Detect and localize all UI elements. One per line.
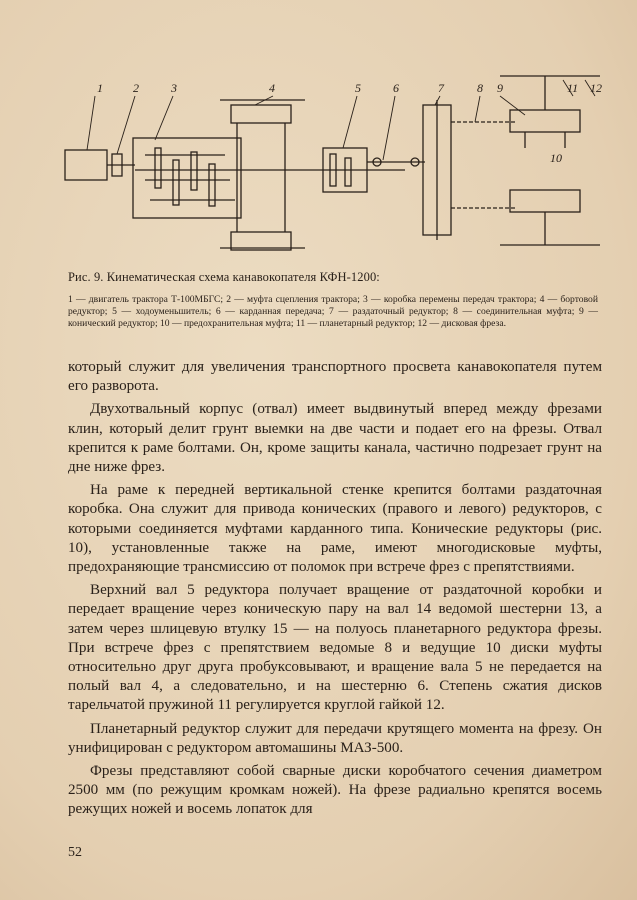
engine-block (65, 150, 107, 180)
callout-2: 2 (133, 81, 139, 95)
final-drive-bottom (231, 232, 291, 250)
callout-12: 12 (590, 81, 602, 95)
callout-10: 10 (550, 151, 562, 165)
paragraph-4: Верхний вал 5 редуктора получает вращение от раздаточной коробки и передает вращение через коническую пару на вал 14 ведомой шестерни 13, а затем через шлицевую втулку 15 — на полуось планетарного редуктора фрезы. При встрече фрез с препятствием ведомые 8 и ведущие 10 диски муфты относительно друг друга пробуксовывают, и вращение вала 5 не передается на полый вал 4, а следовательно, и на шестерню 6. Степень сжатия дисков тарельчатой пружиной 11 регулируется круглой гайкой 12. (68, 582, 602, 714)
callout-11: 11 (567, 81, 579, 95)
callout-1: 1 (97, 81, 103, 95)
callout-3: 3 (171, 81, 177, 95)
paragraph-6: Фрезы представляют собой сварные диски коробчатого сечения диаметром 2500 мм (по режущим кромкам ножей). На фрезе радиально крепятся восемь режущих ножей и восемь лопаток для (68, 763, 602, 818)
lower-bevel-reducer (510, 190, 580, 212)
callout-5: 5 (355, 81, 361, 95)
paragraph-1: который служит для увеличения транспортного просвета канавокопателя путем его разворота. (68, 359, 602, 395)
page-number: 52 (68, 845, 82, 860)
final-drive-top (231, 105, 291, 123)
figure-caption-title: Рис. 9. Кинематическая схема канавокопателя КФН-1200: (68, 270, 380, 284)
body-text (68, 358, 602, 824)
paragraph-3: На раме к передней вертикальной стенке крепится болтами раздаточная коробка. Она служит для привода конических (правого и левого) редукторов, с которыми соединяется муфтами карданного типа. Конические редукторы (рис. 10), установленные также на раме, имеют многодисковые муфты, предохраняющие трансмиссию от поломок при встрече фрез с препятствиями. (68, 482, 602, 576)
paragraph-5: Планетарный редуктор служит для передачи крутящего момента на фрезу. Он унифицирован с редуктором автомашины МАЗ-500. (68, 720, 602, 756)
paragraph-2: Двухотвальный корпус (отвал) имеет выдвинутый вперед между фрезами клин, который делит грунт выемки на две части и подает его на фрезы. Отвал крепится к раме болтами. Он, кроме защиты канала, частично подрезает грунт на дне ниже фрез. (68, 401, 602, 476)
callout-8: 8 (477, 81, 483, 95)
kinematic-diagram (55, 60, 615, 265)
figure-legend: 1 — двигатель трактора Т-100МБГС; 2 — муфта сцепления трактора; 3 — коробка перемены передач трактора; 4 — бортовой редуктор; 5 — ходоуменьшитель; 6 — карданная передача; 7 — раздаточный редуктор; 8 — соединительная муфта; 9 — конический редуктор; 10 — предохранительная муфта; 11 — планетарный редуктор; 12 — дисковая фреза. (68, 294, 598, 329)
callout-6: 6 (393, 81, 399, 95)
callout-4: 4 (269, 81, 275, 95)
gearbox-block (133, 138, 241, 218)
upper-bevel-reducer (510, 110, 580, 132)
kinematic-diagram-svg (55, 60, 615, 265)
callout-9: 9 (497, 81, 503, 95)
callout-7: 7 (438, 81, 444, 95)
